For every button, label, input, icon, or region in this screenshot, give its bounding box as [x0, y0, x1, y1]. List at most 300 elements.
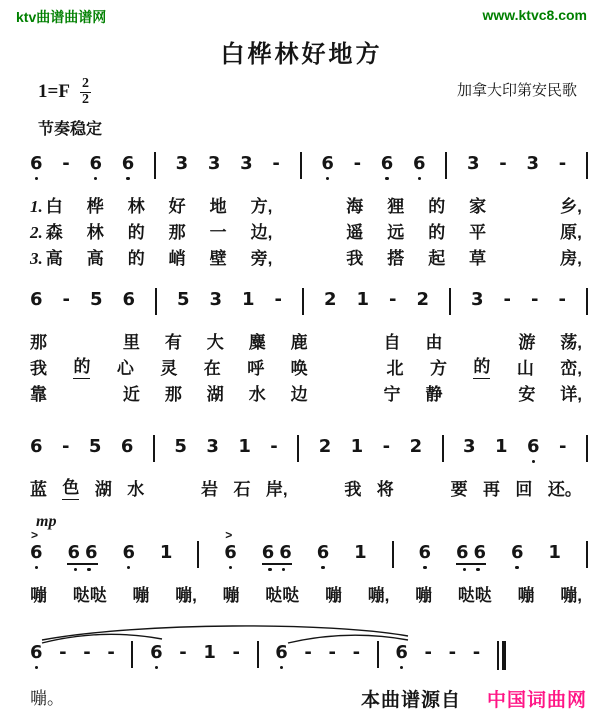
barline: [586, 541, 588, 568]
note: [471, 290, 484, 310]
note: [410, 437, 423, 457]
lyric-row-line-5: [30, 686, 64, 712]
note: [238, 437, 251, 457]
note-number: 3: [175, 153, 189, 175]
note-number: 6: [120, 436, 134, 458]
note-number: 5: [177, 289, 190, 311]
dash-extension: -: [62, 153, 70, 175]
note-number: 6: [122, 542, 135, 564]
lyric-syllable: 湖: [94, 480, 112, 500]
note: [121, 437, 134, 457]
lyric-syllable: 心: [116, 359, 134, 379]
lyric-syllable: 地: [209, 197, 227, 217]
accent-mark: >: [225, 528, 233, 543]
lyric-spacer: [467, 330, 493, 356]
note: [558, 290, 565, 310]
lyric-syllable: 嘣,: [560, 586, 582, 606]
note: [463, 437, 476, 457]
octave-dots: [463, 565, 480, 571]
octave-dots: [268, 565, 285, 571]
note: [357, 290, 370, 310]
footer-site-name: 中国词曲网: [486, 690, 587, 712]
tie-arc-long: [42, 626, 408, 640]
beamed-note-pair: 6 6: [67, 542, 98, 564]
dash-extension: -: [304, 642, 312, 664]
lyric-syllable: 石: [233, 480, 251, 500]
lyric-syllable: 海: [346, 197, 364, 217]
lyric-syllable: 嘣: [324, 586, 342, 606]
note-number: 6: [122, 289, 136, 311]
note: [62, 154, 69, 174]
octave-dot: [35, 666, 39, 670]
lyric-syllable: 远: [387, 223, 405, 243]
lyric-row-line-3: [30, 477, 582, 503]
note: [499, 154, 506, 174]
music-line-1: [30, 154, 588, 190]
note: [495, 437, 508, 457]
note-number: 1: [495, 436, 508, 458]
lyric-syllable: 我: [344, 480, 362, 500]
octave-dot: [326, 177, 330, 181]
lyric-row-verse-2: [30, 220, 582, 246]
dash-extension: -: [558, 436, 567, 458]
dash-extension: -: [389, 289, 397, 311]
note: [467, 154, 480, 174]
lyric-spacer: [296, 220, 322, 246]
lyric-syllable: 3. 高: [30, 249, 63, 269]
music-line-2: [30, 290, 588, 326]
note-number: 1: [203, 642, 216, 664]
barline: [131, 641, 133, 668]
note-number: 1: [350, 436, 364, 458]
dash-extension: -: [352, 642, 361, 664]
note-number: 3: [206, 436, 219, 458]
lyric-syllable: 哒哒: [265, 586, 300, 606]
note: [354, 543, 367, 563]
lyric-spacer: [333, 382, 359, 408]
barline: [392, 541, 394, 568]
tempo-marking: 节奏稳定: [38, 121, 103, 139]
octave-dot: [515, 566, 519, 570]
lyric-syllable: 嘣。: [30, 689, 64, 709]
lyric-syllable: 我: [346, 249, 364, 269]
lyric-syllable: 壁: [209, 249, 227, 269]
dash-extension: -: [61, 436, 70, 458]
lyric-syllable: 方: [429, 359, 447, 379]
lyric-syllable: 游: [518, 333, 536, 353]
music-line-5: [30, 643, 506, 679]
barline: [302, 288, 304, 315]
octave-dot: [418, 177, 422, 181]
lyric-syllable: 的: [127, 249, 145, 269]
note: [389, 290, 396, 310]
note-number: 1: [238, 436, 251, 458]
note-number: 3: [240, 153, 253, 175]
song-title: 白桦林好地方: [220, 41, 383, 68]
note: [174, 437, 187, 457]
key-row: [38, 77, 577, 107]
barline: [297, 435, 299, 462]
note: [203, 643, 216, 663]
note: [559, 154, 566, 174]
lyric-syllable: 嘣: [415, 586, 433, 606]
lyric-syllable: 嘣: [222, 586, 240, 606]
dash-extension: -: [83, 642, 91, 664]
song-origin: 加拿大印第安民歌: [456, 82, 577, 99]
note: [381, 154, 394, 180]
lyric-syllable: 靠: [30, 385, 47, 405]
lyric-syllable: 起: [428, 249, 446, 269]
note: [206, 437, 219, 457]
dash-extension: -: [59, 642, 67, 664]
note: [383, 437, 390, 457]
lyric-syllable: 搭: [387, 249, 405, 269]
meter-numerator: 2: [81, 76, 89, 91]
note: [504, 290, 511, 310]
site-watermark-url: www.ktvc8.com: [482, 7, 587, 23]
lyric-syllable: 回: [515, 480, 533, 500]
note: [63, 290, 70, 310]
octave-dot: [476, 568, 480, 572]
lyric-syllable: 将: [376, 480, 394, 500]
barline: [586, 435, 588, 462]
note: [473, 643, 480, 663]
octave-dot: [94, 177, 98, 181]
lyric-syllable: 有: [164, 333, 182, 353]
lyric-syllable: 峦,: [560, 359, 582, 379]
note: [456, 543, 486, 571]
note: [275, 643, 288, 669]
octave-dot: [35, 177, 39, 181]
music-line-4: [30, 528, 588, 579]
dash-extension: -: [328, 642, 337, 664]
note-number: 1: [356, 289, 370, 311]
site-watermark-left: ktv曲谱曲谱网: [16, 9, 107, 25]
lyric-syllable: 里: [122, 333, 140, 353]
final-barline: [497, 641, 506, 670]
note-number: 6: [316, 542, 330, 564]
lyric-row-verse-3: [30, 246, 582, 272]
lyric-syllable: 麋: [248, 333, 266, 353]
note-number: 5: [89, 289, 103, 311]
octave-dot: [126, 177, 130, 181]
lyric-spacer: [333, 330, 359, 356]
barline: [153, 435, 155, 462]
note: [304, 643, 311, 663]
barline: [586, 288, 588, 315]
lyric-spacer: [296, 246, 322, 272]
note: [30, 643, 43, 669]
dash-extension: -: [382, 436, 391, 458]
note-number: 6: [321, 153, 334, 175]
lyric-syllable: 宁: [383, 385, 401, 405]
octave-dot: [35, 566, 39, 570]
note: [240, 154, 253, 174]
lyric-syllable: 边: [290, 385, 308, 405]
note: [208, 154, 221, 174]
dash-extension: -: [558, 153, 567, 175]
octave-dot: [532, 460, 536, 464]
key-signature: [38, 77, 91, 107]
note: [319, 437, 332, 457]
note: [90, 290, 103, 310]
lyric-syllable: 那: [30, 333, 47, 353]
lyric-syllable: 方,: [250, 197, 273, 217]
note-number: 6: [527, 436, 540, 458]
note: [30, 437, 43, 457]
note: [67, 543, 97, 571]
meter-denominator: 2: [81, 91, 89, 107]
lyric-syllable: 遥: [346, 223, 364, 243]
lyric-row-line-4: [30, 583, 582, 609]
lyric-spacer: [296, 194, 322, 220]
footer-credit: [361, 685, 587, 712]
lyric-syllable: 水: [248, 385, 266, 405]
note: [559, 437, 566, 457]
dash-extension: -: [503, 289, 511, 311]
note: [351, 437, 364, 457]
note: [511, 543, 524, 569]
barline: [257, 641, 259, 668]
music-line-3: [30, 437, 588, 473]
octave-dots: [74, 565, 91, 571]
note: [527, 437, 540, 463]
lyric-syllable: 旁,: [250, 249, 273, 269]
octave-dot: [87, 568, 91, 572]
note-number: 5: [174, 436, 187, 458]
note-number: 2: [416, 289, 430, 311]
note-number: 6: [30, 642, 43, 664]
note: [548, 543, 561, 563]
note-number: 1: [159, 542, 173, 564]
lyric-syllable: 乡,: [560, 197, 582, 217]
lyric-syllable: 静: [425, 385, 443, 405]
note-number: 2: [318, 436, 332, 458]
lyric-syllable: 高: [86, 249, 104, 269]
note: [160, 543, 173, 563]
note-number: 6: [395, 642, 408, 664]
barline: [442, 435, 444, 462]
dash-extension: -: [424, 642, 433, 664]
dash-extension: -: [274, 289, 283, 311]
dash-extension: -: [472, 642, 481, 664]
note: [62, 437, 69, 457]
lyric-syllable: 嘣,: [175, 586, 197, 606]
music-line-5-wrap: [30, 643, 506, 679]
beamed-note-pair: 6 6: [261, 542, 292, 564]
barline: [155, 288, 157, 315]
lyric-syllable: 哒哒: [457, 586, 492, 606]
note: [531, 290, 538, 310]
note: [107, 643, 114, 663]
lyric-syllable: 自: [383, 333, 401, 353]
note-number: 6: [89, 153, 102, 175]
lyric-syllable: 要: [450, 480, 468, 500]
octave-dot: [385, 177, 389, 181]
lyric-syllable: 狸: [387, 197, 405, 217]
lyric-syllable: 北: [386, 359, 404, 379]
note: [413, 154, 426, 180]
note-number: 2: [409, 436, 423, 458]
note: [83, 643, 90, 663]
lyric-row-mid-3: [30, 382, 582, 408]
note: [59, 643, 66, 663]
lyric-syllable: 色: [62, 477, 79, 500]
lyric-row-mid-1: [30, 330, 582, 356]
lyric-syllable: 的: [473, 356, 490, 379]
lyric-syllable: 嘣: [30, 586, 47, 606]
watermark-bar: [14, 5, 589, 27]
lyric-syllable: 岩: [201, 480, 219, 500]
lyric-syllable: 桦: [86, 197, 104, 217]
note: [30, 528, 43, 569]
key-label: 1=F: [38, 81, 70, 103]
accent-mark: >: [31, 528, 39, 543]
lyric-syllable: 林: [127, 197, 145, 217]
lyric-syllable: 山: [516, 359, 534, 379]
note: [30, 154, 43, 180]
lyric-syllable: 岸,: [265, 480, 288, 500]
note-number: 6: [510, 542, 524, 564]
note-number: 3: [526, 153, 539, 175]
note: [425, 643, 432, 663]
lyric-spacer: [510, 220, 536, 246]
lyric-syllable: 蓝: [30, 480, 47, 500]
lyric-spacer: [467, 382, 493, 408]
lyric-syllable: 嘣: [132, 586, 150, 606]
note: [262, 543, 292, 571]
dash-extension: -: [179, 642, 187, 664]
octave-dot: [463, 568, 467, 572]
octave-dot: [321, 566, 325, 570]
note: [272, 154, 279, 174]
note: [210, 290, 223, 310]
octave-dot: [423, 566, 427, 570]
note: [89, 154, 102, 180]
lyric-syllable: 鹿: [290, 333, 308, 353]
lyric-syllable: 还。: [547, 480, 582, 500]
note-number: 2: [324, 289, 337, 311]
note-number: 1: [548, 542, 561, 564]
note-number: 6: [150, 642, 163, 664]
note-number: 1: [242, 289, 255, 311]
dash-extension: -: [558, 289, 566, 311]
note-number: 6: [413, 153, 426, 175]
octave-dot: [74, 568, 78, 572]
note-number: 6: [418, 542, 432, 564]
lyric-syllable: 由: [425, 333, 443, 353]
note: [419, 543, 432, 569]
lyric-syllable: 的: [73, 356, 90, 379]
lyric-syllable: 再: [483, 480, 501, 500]
lyric-row-verse-1: [30, 194, 582, 220]
octave-dot: [155, 666, 159, 670]
dash-extension: -: [62, 289, 70, 311]
lyric-syllable: 安: [518, 385, 536, 405]
lyric-syllable: 水: [127, 480, 145, 500]
barline: [154, 152, 156, 179]
octave-dot: [400, 666, 404, 670]
dash-extension: -: [270, 436, 278, 458]
lyric-syllable: 家: [469, 197, 487, 217]
note: [321, 154, 334, 180]
octave-dot: [229, 566, 233, 570]
verse-number: 2.: [30, 223, 43, 243]
lyric-syllable: 房,: [560, 249, 582, 269]
barline: [197, 541, 199, 568]
note: [324, 290, 337, 310]
dash-extension: -: [448, 642, 457, 664]
note: [354, 154, 361, 174]
note: [417, 290, 430, 310]
lyric-syllable: 详,: [560, 385, 582, 405]
note: [270, 437, 277, 457]
lyric-syllable: 草: [469, 249, 487, 269]
note: [150, 643, 163, 669]
dash-extension: -: [272, 153, 280, 175]
note-number: 5: [88, 436, 102, 458]
note-number: 6: [224, 542, 237, 564]
lyric-syllable: 的: [428, 197, 446, 217]
barline: [449, 288, 451, 315]
verse-number: 1.: [30, 197, 43, 217]
lyric-syllable: 林: [86, 223, 104, 243]
note-number: 6: [275, 642, 288, 664]
lyric-syllable: 大: [206, 333, 224, 353]
note: [395, 643, 408, 669]
lyric-spacer: [334, 356, 360, 382]
note-number: 6: [121, 153, 135, 175]
lyric-syllable: 边,: [250, 223, 273, 243]
note-number: 6: [30, 542, 43, 564]
note: [317, 543, 330, 569]
bottom-row: [30, 685, 587, 712]
lyric-syllable: 嘣,: [367, 586, 390, 606]
dash-extension: -: [353, 153, 362, 175]
lyric-syllable: 近: [122, 385, 140, 405]
lyric-syllable: 哒哒: [72, 586, 107, 606]
dash-extension: -: [530, 289, 539, 311]
note: [233, 643, 240, 663]
note: [179, 643, 186, 663]
barline: [377, 641, 379, 668]
lyric-spacer: [510, 194, 536, 220]
lyric-syllable: 的: [428, 223, 446, 243]
lyric-syllable: 荡,: [560, 333, 582, 353]
lyric-syllable: 嘣: [517, 586, 535, 606]
note-number: 1: [354, 542, 367, 564]
note: [177, 290, 190, 310]
lyric-syllable: 好: [168, 197, 186, 217]
lyric-syllable: 在: [203, 359, 221, 379]
note: [224, 528, 237, 569]
note: [353, 643, 360, 663]
lyric-syllable: 我: [30, 359, 47, 379]
note: [242, 290, 255, 310]
dash-extension: -: [232, 642, 241, 664]
note-number: 6: [30, 289, 43, 311]
note: [30, 290, 43, 310]
note: [449, 643, 456, 663]
lyric-syllable: 那: [168, 223, 186, 243]
note: [122, 154, 135, 180]
lyric-spacer: [303, 477, 329, 503]
lyric-spacer: [409, 477, 435, 503]
dash-extension: -: [499, 153, 507, 175]
note: [275, 290, 282, 310]
lyric-syllable: 峭: [168, 249, 186, 269]
note: [89, 437, 102, 457]
